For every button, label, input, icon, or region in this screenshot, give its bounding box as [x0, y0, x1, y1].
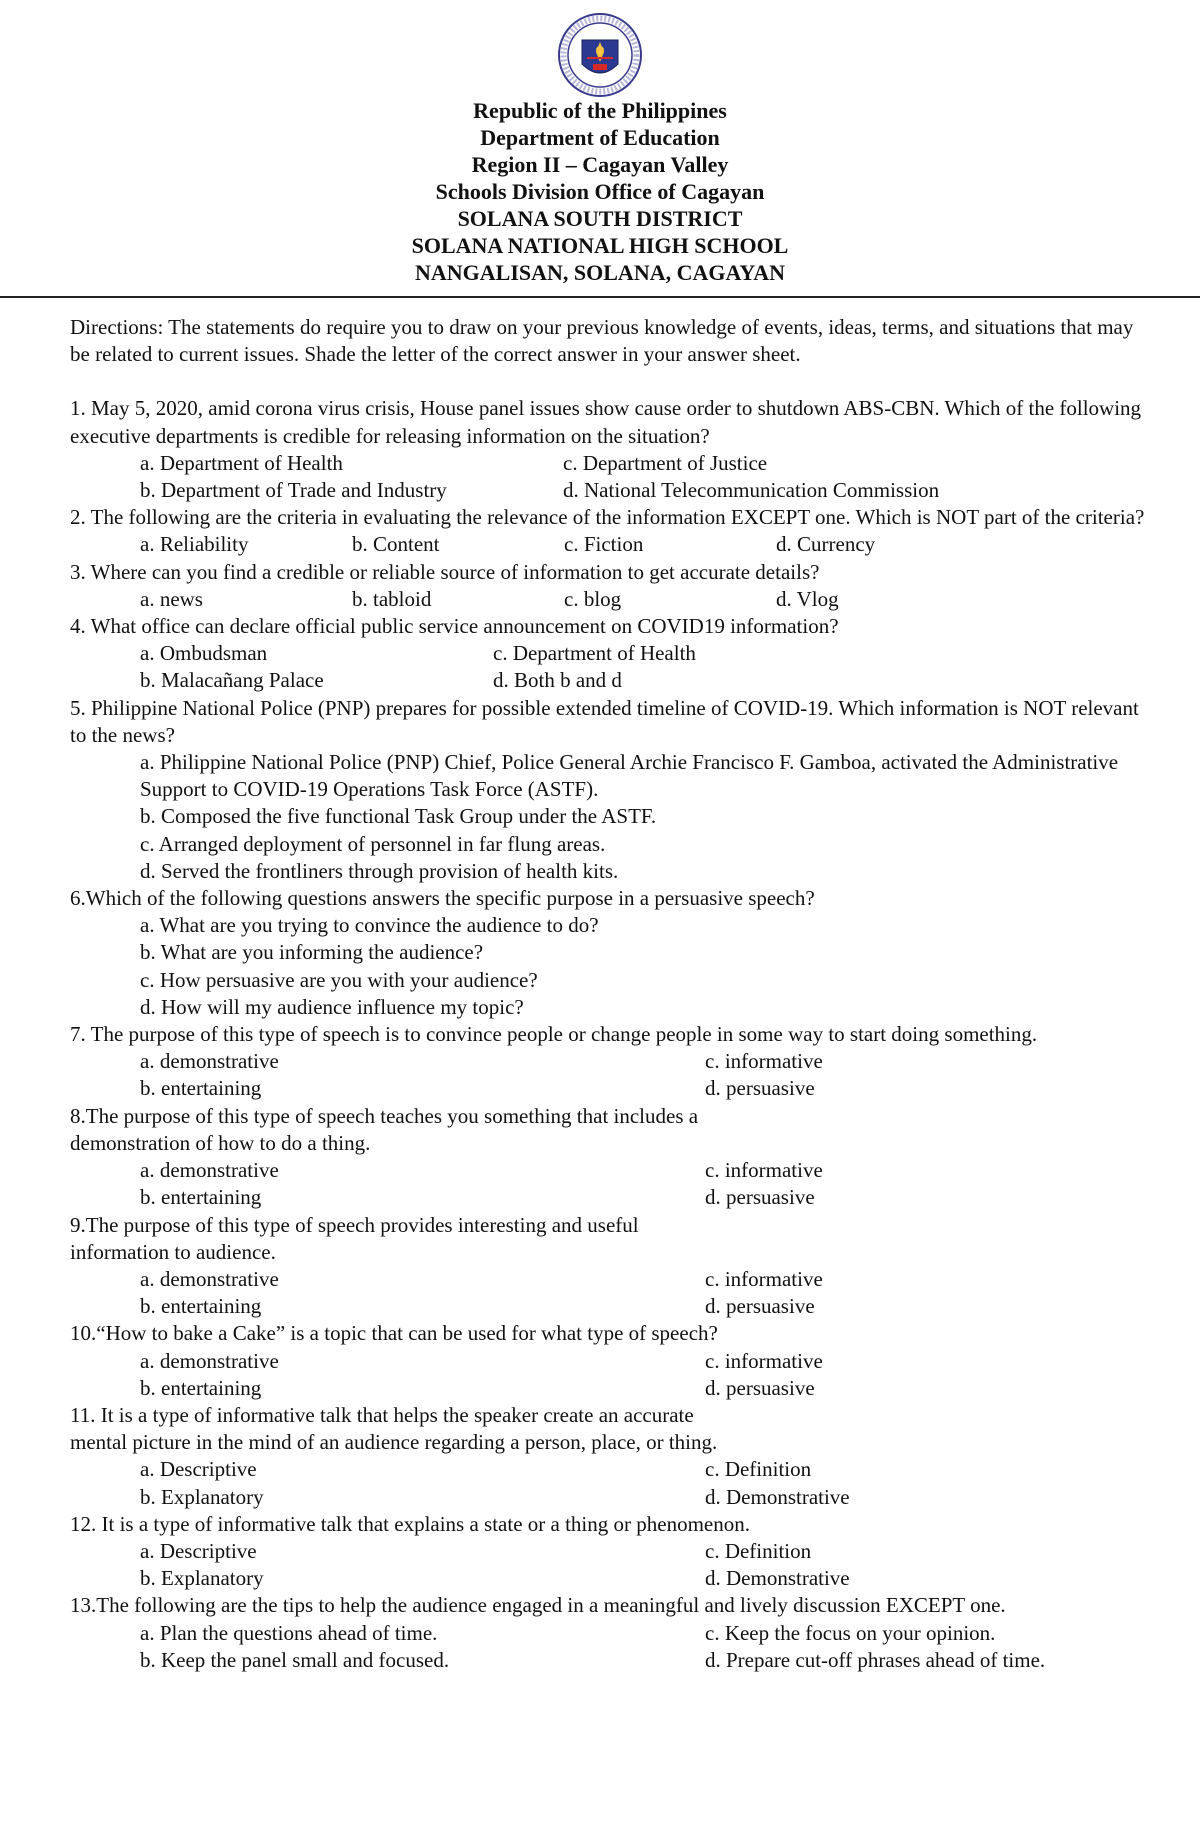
header-line-district: SOLANA SOUTH DISTRICT: [457, 206, 743, 231]
option-a[interactable]: a. demonstrative: [140, 1348, 279, 1373]
option-b[interactable]: b. tabloid: [352, 586, 432, 611]
option-c[interactable]: c. Department of Health: [493, 641, 696, 666]
question-3-options: [70, 586, 1150, 613]
option-c[interactable]: c. Fiction: [564, 532, 644, 557]
option-a[interactable]: a. Philippine National Police (PNP) Chief, Police General Archie Francisco F. Gamboa, activated the Administrative Support to COVID-19 Operations Task Force (ASTF).: [140, 750, 1119, 802]
option-a[interactable]: a. Ombudsman: [140, 641, 268, 666]
question-4: 4. What office can declare official public service announcement on COVID19 information?: [70, 614, 839, 639]
question-4-options: [70, 640, 1150, 694]
option-a[interactable]: a. demonstrative: [140, 1049, 279, 1074]
option-b[interactable]: b. What are you informing the audience?: [140, 940, 484, 965]
question-12-options: [70, 1538, 1150, 1592]
header-line-region: Region II – Cagayan Valley: [471, 152, 729, 177]
header-line-address: NANGALISAN, SOLANA, CAGAYAN: [415, 260, 785, 285]
option-d[interactable]: d. How will my audience influence my topic?: [140, 994, 524, 1019]
option-d[interactable]: d. Served the frontliners through provision of health kits.: [140, 858, 619, 883]
worksheet-body: [70, 314, 1150, 1674]
option-b[interactable]: b. entertaining: [140, 1294, 262, 1319]
question-9-line-2: information to audience.: [70, 1239, 276, 1264]
directions-text: Directions: The statements do require you to draw on your previous knowledge of events, ideas, terms, and situations that may be related to current issues. Shade the letter of the correct answer in your answer sheet.: [70, 315, 1134, 367]
option-c[interactable]: c. Definition: [705, 1538, 812, 1563]
header-line-department: Department of Education: [480, 125, 720, 150]
option-a[interactable]: a. Descriptive: [140, 1538, 257, 1563]
option-c[interactable]: c. informative: [705, 1348, 823, 1373]
question-13: 13.The following are the tips to help the audience engaged in a meaningful and lively discussion EXCEPT one.: [70, 1593, 1006, 1618]
option-a[interactable]: a. Department of Health: [140, 450, 343, 475]
option-c[interactable]: c. informative: [705, 1266, 823, 1291]
question-10: 10.“How to bake a Cake” is a topic that can be used for what type of speech?: [70, 1321, 718, 1346]
option-b[interactable]: b. Composed the five functional Task Group under the ASTF.: [140, 804, 657, 829]
option-b[interactable]: b. Department of Trade and Industry: [140, 478, 447, 503]
question-8-options: [70, 1157, 1150, 1211]
question-5-options: [70, 749, 1150, 885]
school-header: [0, 97, 1200, 286]
question-7-options: [70, 1048, 1150, 1102]
option-d[interactable]: d. Currency: [776, 532, 876, 557]
question-11-line-1: 11. It is a type of informative talk that helps the speaker create an accurate: [70, 1402, 694, 1427]
header-line-republic: Republic of the Philippines: [473, 98, 727, 123]
option-a[interactable]: a. Plan the questions ahead of time.: [140, 1620, 438, 1645]
option-c[interactable]: c. blog: [564, 586, 622, 611]
option-c[interactable]: c. Department of Justice: [563, 450, 768, 475]
question-12: 12. It is a type of informative talk that explains a state or a thing or phenomenon.: [70, 1511, 750, 1536]
option-c[interactable]: c. informative: [705, 1158, 823, 1183]
option-c[interactable]: c. informative: [705, 1049, 823, 1074]
question-1-options: [70, 450, 1150, 504]
question-1: 1. May 5, 2020, amid corona virus crisis, House panel issues show cause order to shutdown ABS-CBN. Which of the following executive departments is credible for releasing information on the situation?: [70, 396, 1142, 448]
option-d[interactable]: d. persuasive: [705, 1294, 815, 1319]
question-2: 2. The following are the criteria in evaluating the relevance of the information EXCEPT one. Which is NOT part of the criteria?: [70, 505, 1145, 530]
question-10-options: [70, 1348, 1150, 1402]
option-d[interactable]: d. Prepare cut-off phrases ahead of time.: [705, 1647, 1046, 1672]
option-b[interactable]: b. Explanatory: [140, 1484, 264, 1509]
option-a[interactable]: a. news: [140, 586, 203, 611]
option-a[interactable]: a. demonstrative: [140, 1266, 279, 1291]
option-d[interactable]: d. persuasive: [705, 1375, 815, 1400]
option-d[interactable]: d. Both b and d: [493, 668, 622, 693]
option-d[interactable]: d. Demonstrative: [705, 1566, 850, 1591]
question-8-line-1: 8.The purpose of this type of speech teaches you something that includes a: [70, 1103, 699, 1128]
option-b[interactable]: b. Content: [352, 532, 440, 557]
header-line-division: Schools Division Office of Cagayan: [435, 179, 765, 204]
question-7: 7. The purpose of this type of speech is to convince people or change people in some way to start doing something.: [70, 1022, 1038, 1047]
option-d[interactable]: d. Demonstrative: [705, 1484, 850, 1509]
option-d[interactable]: d. Vlog: [776, 586, 839, 611]
question-13-options: [70, 1620, 1150, 1674]
header-divider: [0, 296, 1200, 298]
header-line-school: SOLANA NATIONAL HIGH SCHOOL: [411, 233, 789, 258]
option-b[interactable]: b. entertaining: [140, 1076, 262, 1101]
question-6-options: [70, 912, 1150, 1021]
option-b[interactable]: b. entertaining: [140, 1185, 262, 1210]
question-9-options: [70, 1266, 1150, 1320]
question-5: 5. Philippine National Police (PNP) prepares for possible extended timeline of COVID-19. Which information is NOT relevant to the news?: [70, 695, 1139, 747]
spacer: [70, 368, 1150, 395]
option-c[interactable]: c. Arranged deployment of personnel in far flung areas.: [140, 831, 606, 856]
option-c[interactable]: c. How persuasive are you with your audience?: [140, 967, 538, 992]
option-a[interactable]: a. demonstrative: [140, 1158, 279, 1183]
option-a[interactable]: a. Reliability: [140, 532, 249, 557]
question-9-line-1: 9.The purpose of this type of speech provides interesting and useful: [70, 1212, 639, 1237]
deped-seal-logo: [557, 12, 643, 98]
question-8-line-2: demonstration of how to do a thing.: [70, 1130, 371, 1155]
question-11-line-2: mental picture in the mind of an audience regarding a person, place, or thing.: [70, 1430, 718, 1455]
question-6: 6.Which of the following questions answers the specific purpose in a persuasive speech?: [70, 886, 815, 911]
question-3: 3. Where can you find a credible or reliable source of information to get accurate details?: [70, 559, 820, 584]
option-a[interactable]: a. What are you trying to convince the audience to do?: [140, 913, 599, 938]
option-a[interactable]: a. Descriptive: [140, 1457, 257, 1482]
option-d[interactable]: d. persuasive: [705, 1076, 815, 1101]
option-b[interactable]: b. Keep the panel small and focused.: [140, 1647, 450, 1672]
option-d[interactable]: d. National Telecommunication Commission: [563, 478, 940, 503]
option-c[interactable]: c. Definition: [705, 1457, 812, 1482]
option-d[interactable]: d. persuasive: [705, 1185, 815, 1210]
option-b[interactable]: b. Malacañang Palace: [140, 668, 324, 693]
question-11-options: [70, 1456, 1150, 1510]
question-2-options: [70, 531, 1150, 558]
option-b[interactable]: b. entertaining: [140, 1375, 262, 1400]
option-c[interactable]: c. Keep the focus on your opinion.: [705, 1620, 996, 1645]
option-b[interactable]: b. Explanatory: [140, 1566, 264, 1591]
